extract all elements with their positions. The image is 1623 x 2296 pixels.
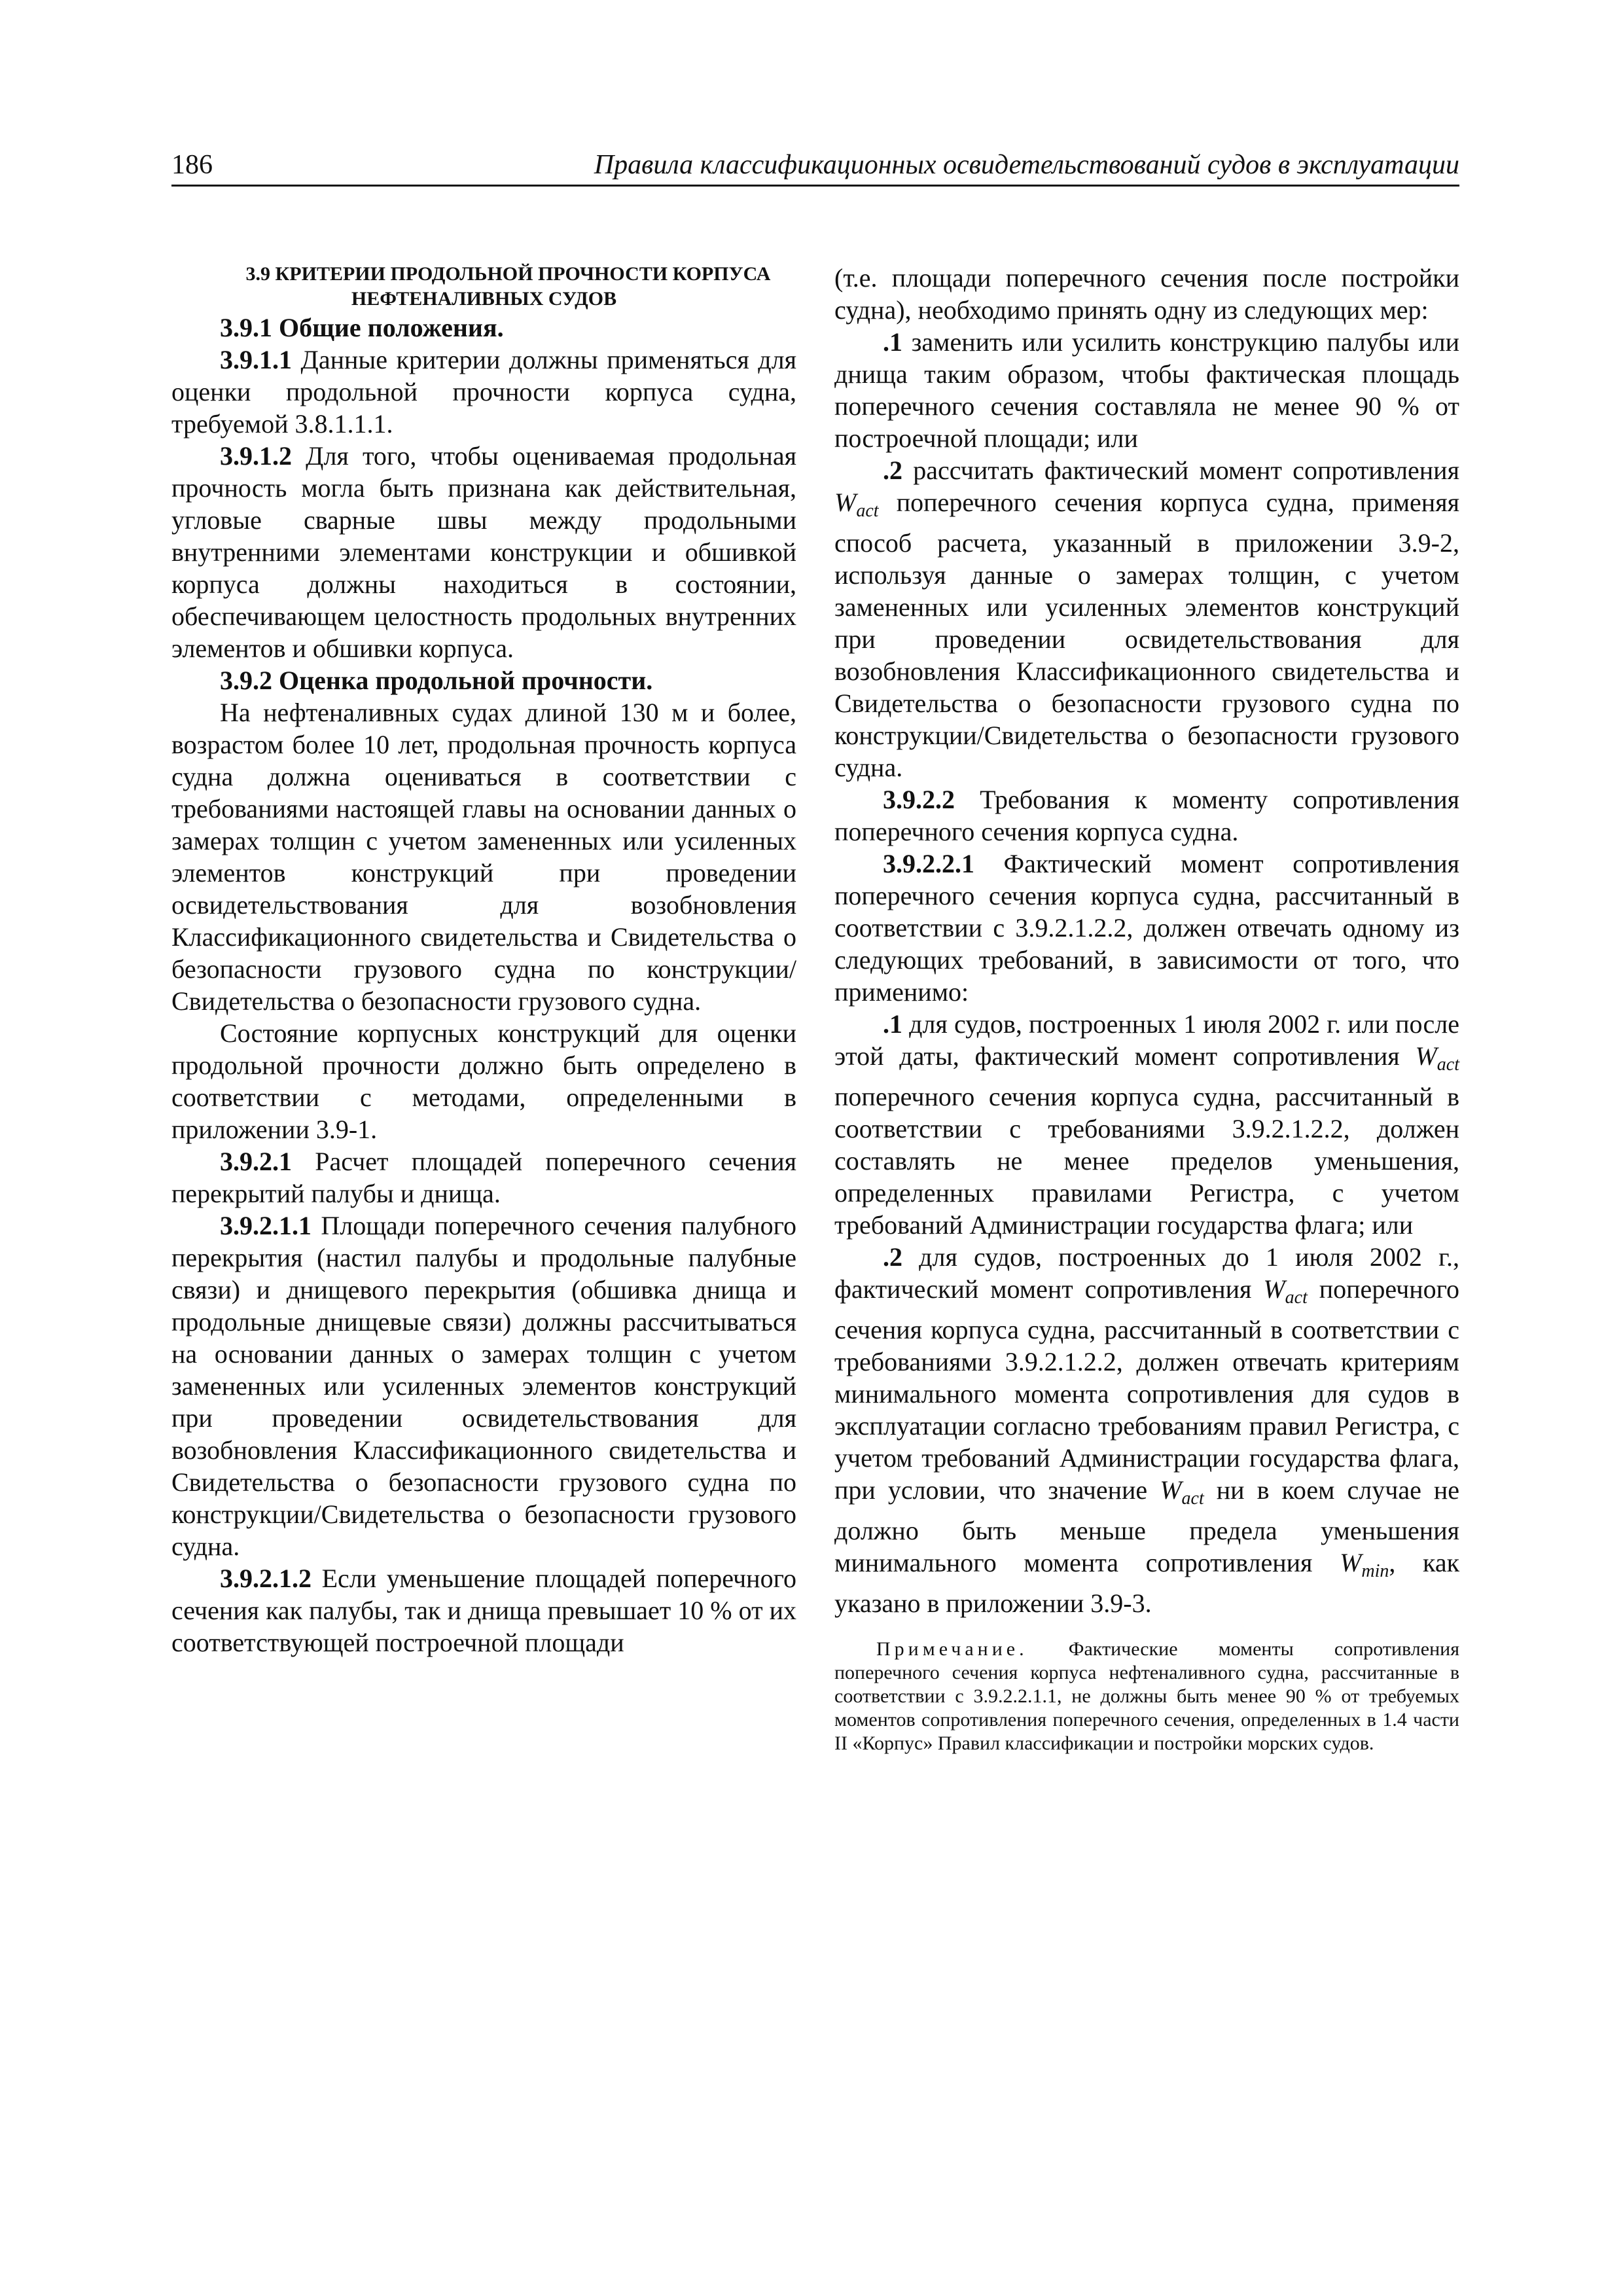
heading-3-9-2: 3.9.2 Оценка продольной прочности.: [220, 666, 653, 695]
clause-number: 3.9.2.1: [220, 1147, 292, 1176]
right-column: [834, 262, 1459, 1755]
paragraph-3-9-2-1-2: [171, 1562, 796, 1659]
note-text: Фактические моменты сопротивления поперечного сечения корпуса нефтеналивного судна, рассчитанные в соответствии с 3.9.2.2.1.1, не должны быть менее 90 % от требуемых моментов сопротивления поперечного сечения, определенных в 1.4 части II «Корпус» Правил классификации и постройки морских судов.: [834, 1638, 1459, 1754]
running-title: Правила классификационных освидетельствований судов в эксплуатации: [594, 150, 1459, 180]
clause-number: 3.9.2.1.2: [220, 1564, 312, 1593]
measure-item-1: [834, 326, 1459, 454]
item-text: поперечного сечения корпуса судна, рассчитанный в соответствии с требованиями 3.9.2.1.2.2, должен отвечать критериям минимального момента сопротивления для судов в эксплуатации согласно требованиям правил Регистра, с учетом требований Администрации государства флага, при условии, что значение: [834, 1274, 1460, 1505]
w-act-symbol: $W_{act}$: [1415, 1041, 1459, 1075]
paragraph-text: Фактический момент сопротивления поперечного сечения корпуса судна, рассчитанный в соответствии с 3.9.2.1.2.2, должен отвечать одному из следующих требований, в зависимости от того, что применимо:: [834, 849, 1459, 1007]
item-number: .1: [883, 327, 902, 357]
w-min-symbol: $W_{min}$: [1340, 1548, 1389, 1581]
paragraph-text: Если уменьшение площадей поперечного сечения как палубы, так и днища превышает 10 % от их соответствующей построечной площади: [171, 1564, 796, 1657]
item-text: рассчитать фактический момент сопротивления: [902, 456, 1459, 485]
clause-number: 3.9.2.1.1: [220, 1211, 312, 1240]
item-text: поперечного сечения корпуса судна, рассчитанный в соответствии с требованиями 3.9.2.1.2.2, должен составлять не менее пределов уменьшения, определенных правилами Регистра, с учетом требований Администрации государства флага; или: [834, 1082, 1459, 1240]
clause-number: 3.9.2.2: [883, 785, 955, 814]
item-text: для судов, построенных 1 июля 2002 г. или после этой даты, фактический момент сопротивления: [834, 1009, 1459, 1071]
measure-item-2: [834, 454, 1459, 783]
running-header: [171, 145, 1459, 187]
paragraph-text: Расчет площадей поперечного сечения перекрытий палубы и днища.: [171, 1147, 796, 1208]
requirement-item-2: [834, 1241, 1459, 1619]
paragraph-text: Площади поперечного сечения палубного перекрытия (настил палубы и продольные палубные связи) и днищевого перекрытия (обшивка днища и продольные днищевые связи) должны рассчитываться на основании данных о замерах толщин с учетом замененных или усиленных элементов конструкций при проведении освидетельствования для возобновления Классификационного свидетельства и Свидетельства о безопасности грузового судна по конструкции/Свидетельства о безопасности грузового судна.: [171, 1211, 796, 1561]
heading-3-9-1: 3.9.1 Общие положения.: [220, 313, 504, 342]
item-text: , как указано в приложении 3.9-3.: [834, 1548, 1460, 1618]
paragraph-3-9-2-2-1: [834, 848, 1459, 1008]
w-act-symbol: $W_{act}$: [834, 488, 879, 521]
item-text: для судов, построенных до 1 июля 2002 г., фактический момент сопротивления: [834, 1242, 1459, 1304]
paragraph-continuation: (т.е. площади поперечного сечения после постройки судна), необходимо принять одну из следующих мер:: [834, 263, 1459, 325]
w-act-symbol: $W_{act}$: [1160, 1475, 1204, 1509]
clause-number: 3.9.1.2: [220, 441, 292, 471]
paragraph-3-9-2-b: Состояние корпусных конструкций для оценки продольной прочности должно быть определено в соответствии с методами, определенными в приложении 3.9-1.: [171, 1018, 796, 1144]
note-paragraph: [834, 1638, 1459, 1755]
paragraph-text: Требования к моменту сопротивления поперечного сечения корпуса судна.: [834, 785, 1459, 846]
paragraph-3-9-1-2: [171, 440, 796, 664]
paragraph-3-9-1-1: [171, 344, 796, 440]
item-text: заменить или усилить конструкцию палубы или днища таким образом, чтобы фактическая площадь поперечного сечения составляла не менее 90 % от построечной площади; или: [834, 327, 1459, 453]
item-number: .1: [883, 1009, 902, 1039]
page-number: 186: [171, 150, 213, 180]
note-block: [834, 1638, 1459, 1755]
item-number: .2: [883, 1242, 902, 1272]
item-text: поперечного сечения корпуса судна, применяя способ расчета, указанный в приложении 3.9-2, используя данные о замерах толщин, с учетом замененных или усиленных элементов конструкций при проведении освидетельствования для возобновления Классификационного свидетельства и Свидетельства о безопасности грузового судна по конструкции/Свидетельства о безопасности грузового судна.: [834, 488, 1459, 782]
paragraph-3-9-2-a: На нефтеналивных судах длиной 130 м и более, возрастом более 10 лет, продольная прочность корпуса судна должна оцениваться в соответствии с требованиями настоящей главы на основании данных о замерах толщин с учетом замененных или усиленных элементов конструкций при проведении освидетельствования для возобновления Классификационного свидетельства и Свидетельства о безопасности грузового судна по конструкции/ Свидетельства о безопасности грузового судна.: [171, 698, 796, 1016]
section-title: 3.9 КРИТЕРИИ ПРОДОЛЬНОЙ ПРОЧНОСТИ КОРПУСА НЕФТЕНАЛИВНЫХ СУДОВ: [245, 263, 771, 310]
left-column: [171, 262, 796, 1659]
clause-number: 3.9.2.2.1: [883, 849, 974, 878]
paragraph-text: Для того, чтобы оцениваемая продольная прочность могла быть признана как действительная, угловые сварные швы между продольными внутренними элементами конструкции и обшивкой корпуса должны находиться в состоянии, обеспечивающем целостность продольных внутренних элементов и обшивки корпуса.: [171, 441, 796, 663]
item-number: .2: [883, 456, 902, 485]
clause-number: 3.9.1.1: [220, 345, 292, 374]
item-text: ни в коем случае не должно быть меньше предела уменьшения минимального момента сопротивления: [834, 1475, 1460, 1577]
paragraph-3-9-2-1: [171, 1145, 796, 1210]
note-label: Примечание.: [876, 1638, 1028, 1660]
paragraph-text: Данные критерии должны применяться для оценки продольной прочности корпуса судна, требуемой 3.8.1.1.1.: [171, 345, 796, 439]
requirement-item-1: [834, 1008, 1459, 1241]
paragraph-3-9-2-1-1: [171, 1210, 796, 1562]
w-act-symbol: $W_{act}$: [1263, 1274, 1308, 1308]
paragraph-3-9-2-2: [834, 783, 1459, 848]
